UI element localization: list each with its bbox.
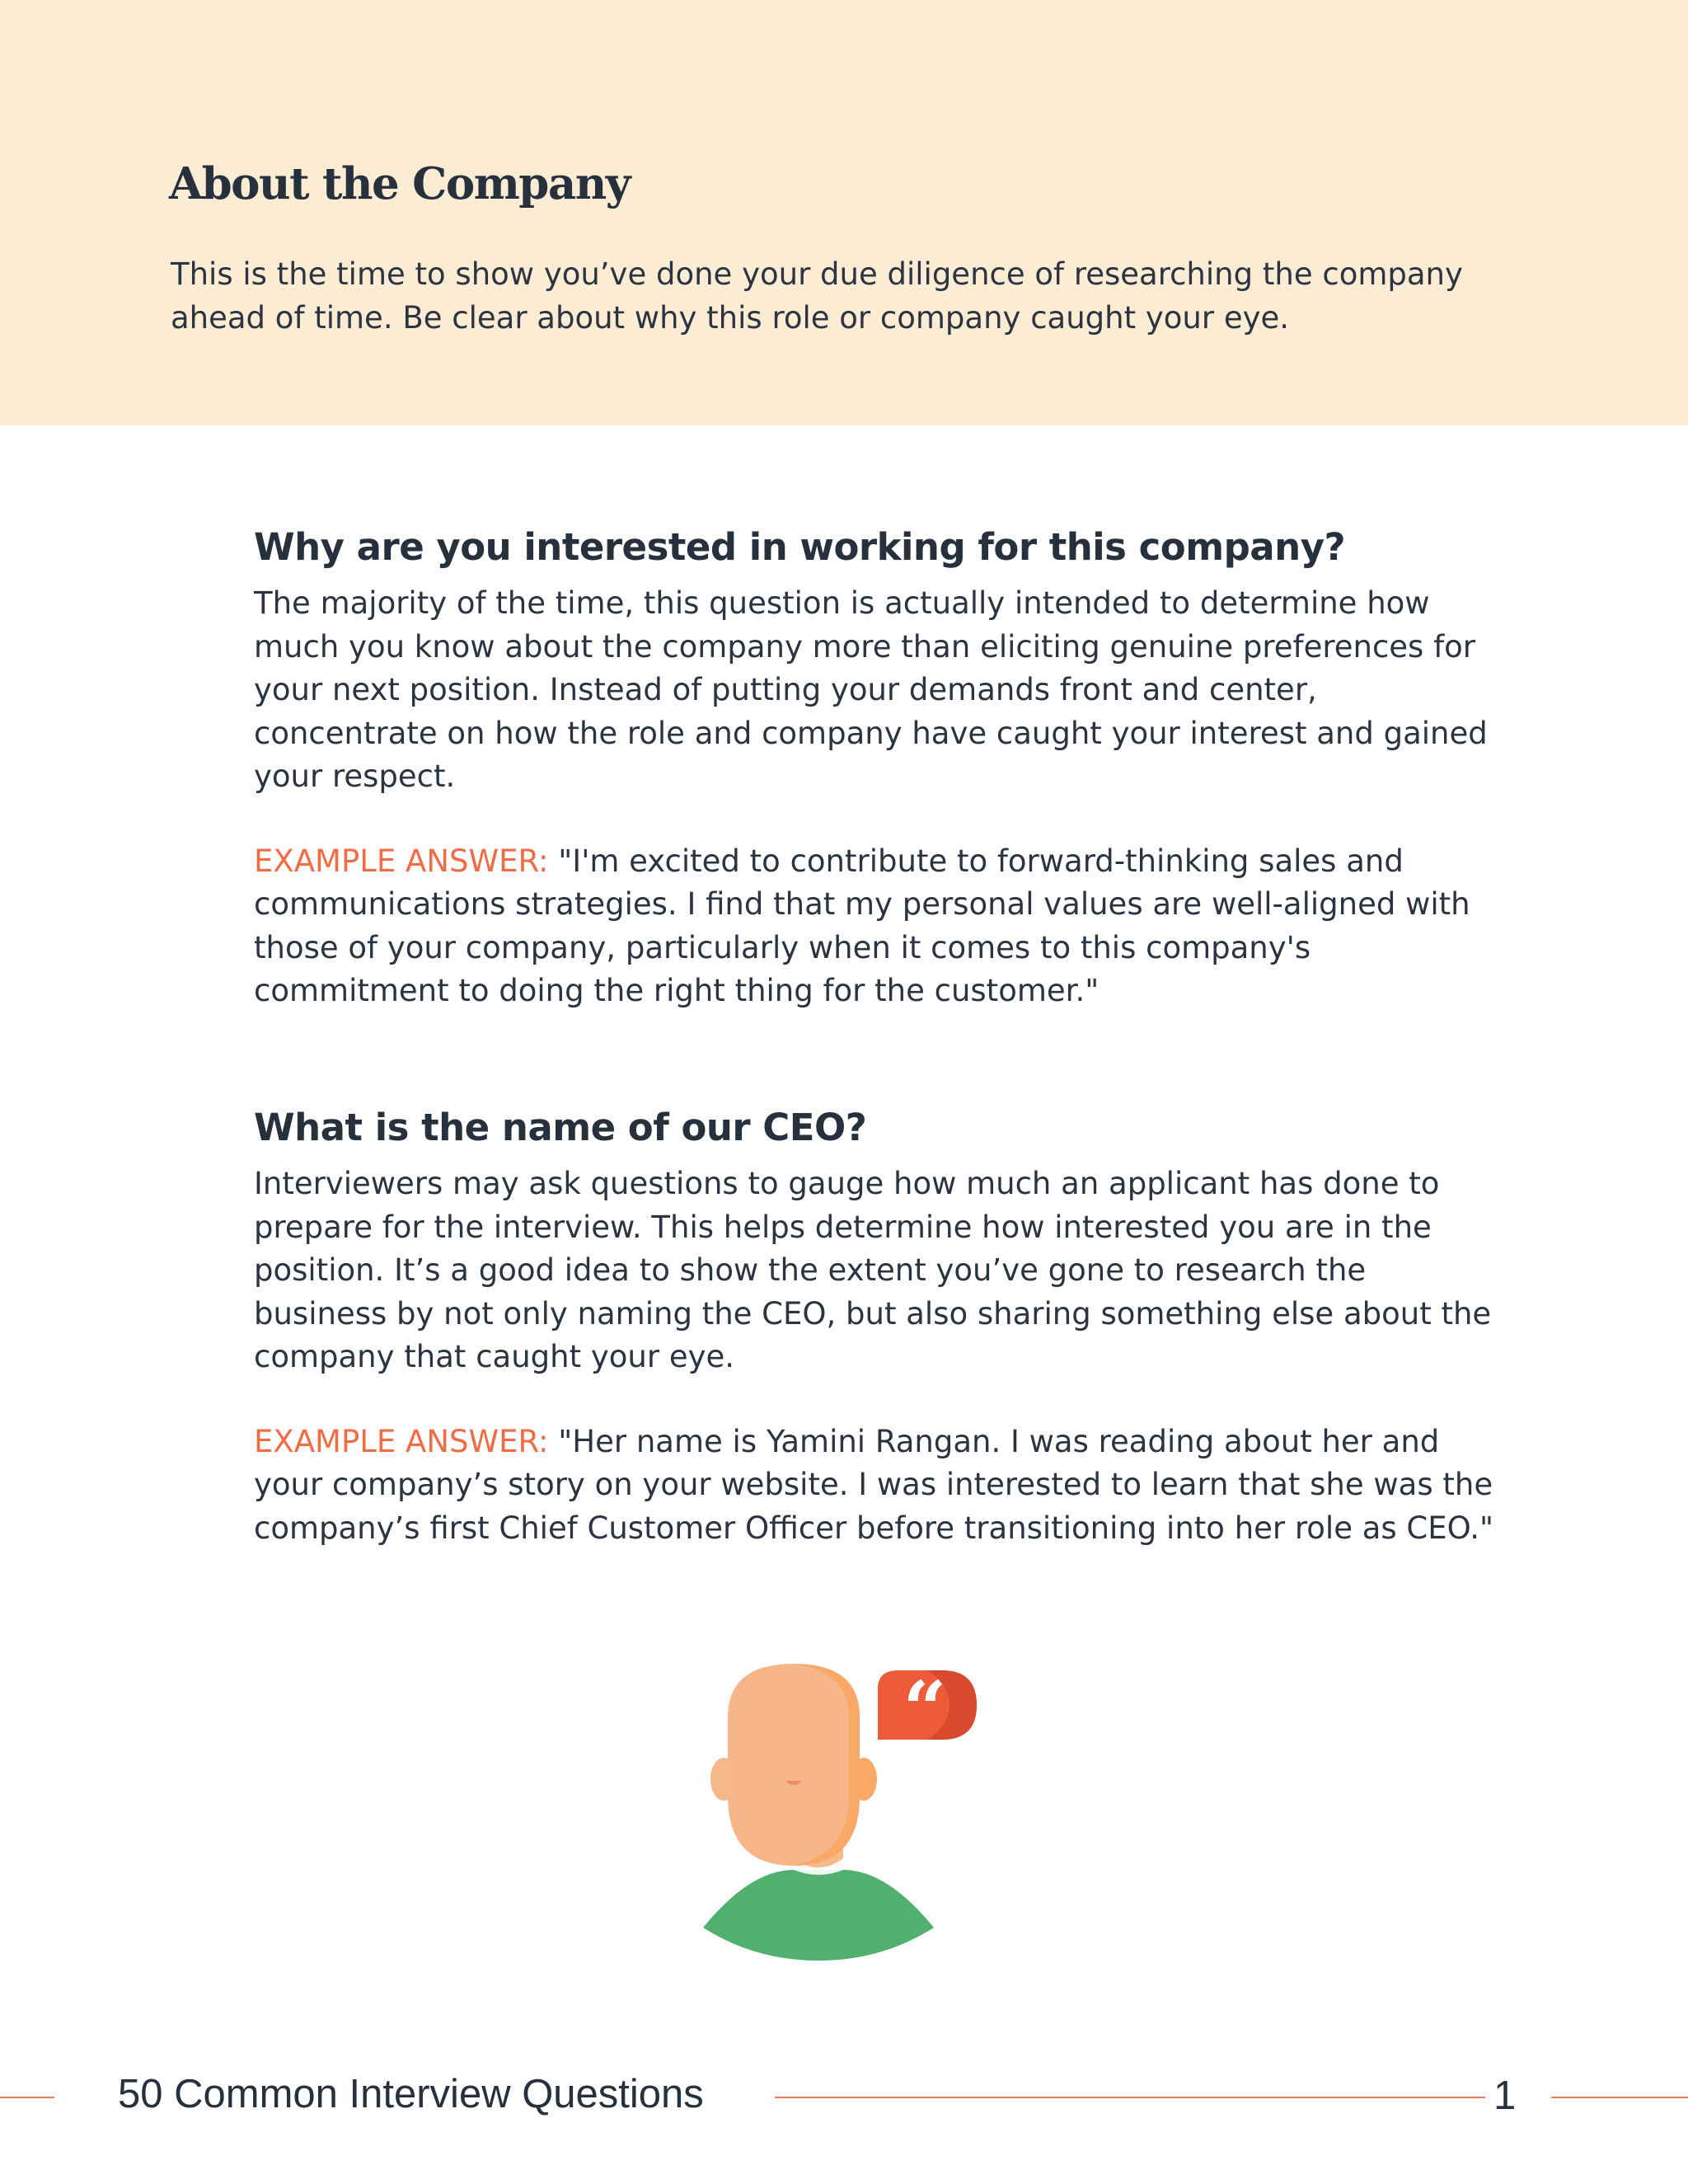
footer-divider [1551, 2097, 1688, 2098]
example-answer-label: EXAMPLE ANSWER: [254, 1423, 549, 1459]
section-title: About the Company [169, 158, 631, 209]
footer-divider [775, 2097, 1485, 2098]
footer-divider [0, 2097, 54, 2098]
example-answer [254, 1421, 1507, 1551]
question-heading: Why are you interested in working for this company? [254, 525, 1346, 569]
example-answer-text: "Her name is Yamini Rangan. I was reading about her and your company’s story on your website. I was interested to learn that she was the company’s first Chief Customer Officer before transitioning into her role as CEO." [254, 1423, 1494, 1546]
question-body: The majority of the time, this question is actually intended to determine how much you know about the company more than eliciting genuine preferences for your next position. Instead of putting your demands front and center, concentrate on how the role and company have caught your interest and gained your respect. [254, 585, 1488, 794]
section-intro: This is the time to show you’ve done your due diligence of researching the company ahead of time. Be clear about why this role or company caught your eye. [171, 256, 1463, 336]
person-speech-bubble-icon [692, 1664, 989, 1961]
example-answer-label: EXAMPLE ANSWER: [254, 843, 549, 879]
quote-mark-icon: “ [903, 1665, 947, 1754]
page-number: 1 [1493, 2074, 1517, 2118]
header-band [0, 0, 1688, 425]
question-block [254, 521, 1507, 1013]
example-answer [254, 840, 1507, 1013]
question-heading: What is the name of our CEO? [254, 1106, 867, 1149]
question-body: Interviewers may ask questions to gauge how much an applicant has done to prepare for the interview. This helps determine how interested you are in the position. It’s a good idea to show the extent you’ve gone to research the business by not only naming the CEO, but also sharing something else about the company that caught your eye. [254, 1166, 1492, 1374]
question-block [254, 1101, 1507, 1550]
example-answer-text: "I'm excited to contribute to forward-thinking sales and communications strategies. I find that my personal values are well-aligned with those of your company, particularly when it comes to this company's commitment to doing the right thing for the customer." [254, 843, 1470, 1008]
footer-title: 50 Common Interview Questions [118, 2072, 704, 2116]
